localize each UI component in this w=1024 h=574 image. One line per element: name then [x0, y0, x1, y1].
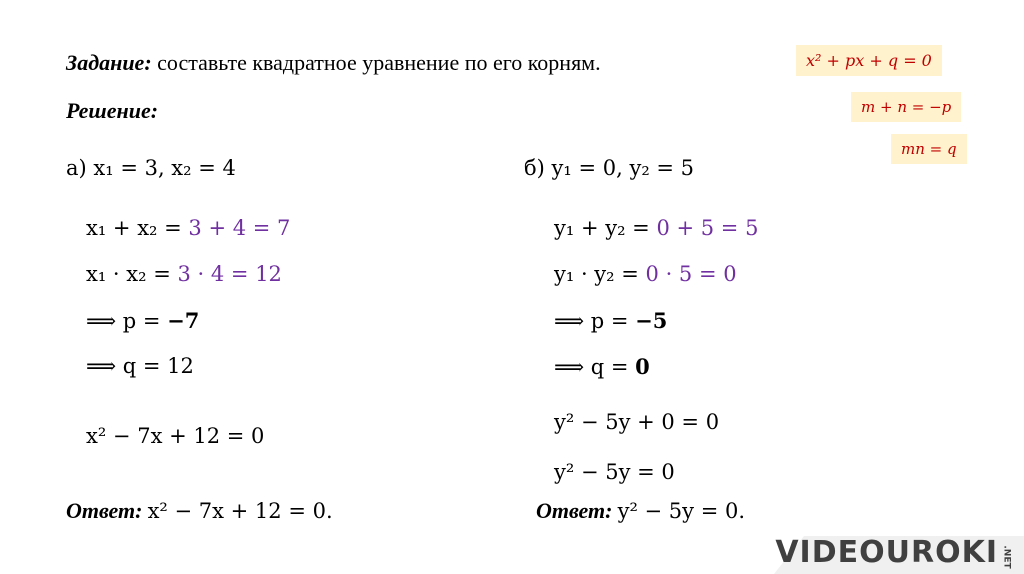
part-b-q-prefix: ⟹ q = [554, 355, 636, 379]
part-a-sum [86, 216, 290, 240]
formula-general: x² + px + q = 0 [796, 45, 942, 76]
formula-product: mn = q [891, 134, 967, 164]
part-b-answer-label: Ответ: [536, 498, 613, 523]
part-a-q: ⟹ q = 12 [86, 354, 194, 378]
formula-sum: m + n = −p [851, 92, 961, 122]
part-a-product [86, 262, 282, 286]
part-b-p-value: −5 [635, 308, 668, 333]
part-b-p-prefix: ⟹ p = [554, 309, 636, 333]
part-b-sum [554, 216, 758, 240]
logo-suffix: .NET [1001, 545, 1012, 569]
task-statement [66, 50, 601, 76]
part-b-sum-right: 0 + 5 = 5 [656, 216, 759, 240]
task-text: составьте квадратное уравнение по его корням. [157, 50, 601, 75]
part-a-p [86, 308, 199, 333]
part-a-prod-left: x₁ · x₂ = [86, 262, 178, 286]
part-a-answer-label: Ответ: [66, 498, 143, 523]
task-label: Задание: [66, 50, 152, 75]
part-b-product [554, 262, 737, 286]
logo-wordmark: VIDEOUROKI [775, 535, 998, 570]
part-a-sum-left: x₁ + x₂ = [86, 216, 189, 240]
part-b-equation-1: y² − 5y + 0 = 0 [554, 410, 720, 434]
part-b-equation-2: y² − 5y = 0 [554, 460, 675, 484]
part-b-prod-right: 0 · 5 = 0 [645, 262, 737, 286]
part-b-sum-left: y₁ + y₂ = [554, 216, 657, 240]
part-b-p [554, 308, 667, 333]
part-a-sum-right: 3 + 4 = 7 [188, 216, 291, 240]
part-a-equation: x² − 7x + 12 = 0 [86, 424, 265, 448]
part-a-answer [66, 498, 333, 524]
solution-label: Решение: [66, 98, 159, 123]
part-b-q-value: 0 [635, 354, 650, 379]
part-b-answer-value: y² − 5y = 0. [617, 499, 746, 523]
part-b-q [554, 354, 650, 379]
part-a-answer-value: x² − 7x + 12 = 0. [147, 499, 333, 523]
part-a-prod-right: 3 · 4 = 12 [177, 262, 282, 286]
part-b-prod-left: y₁ · y₂ = [554, 262, 646, 286]
part-b-header: б) y₁ = 0, y₂ = 5 [524, 156, 695, 180]
part-b-answer [536, 498, 745, 524]
part-a-p-value: −7 [167, 308, 200, 333]
part-a-p-prefix: ⟹ p = [86, 309, 168, 333]
part-a-header: а) x₁ = 3, x₂ = 4 [66, 156, 236, 180]
